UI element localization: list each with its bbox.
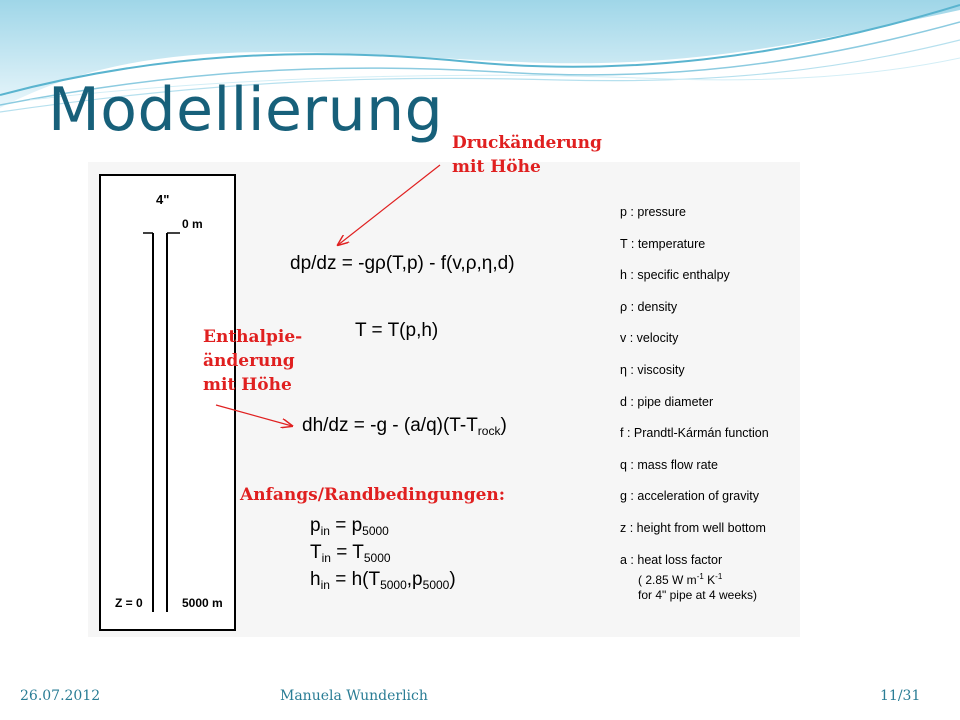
equation-text: ) [449,569,456,590]
legend-item: T : temperature [620,236,706,251]
temperature-equation: T = T(p,h) [355,320,439,341]
footer-author: Manuela Wunderlich [280,688,428,704]
boundary-conditions-equations [310,515,456,596]
equation-text: p [310,515,321,536]
z-zero-label: Z = 0 [115,596,143,610]
pressure-change-annotation [452,131,602,179]
equation-text: = T [330,542,364,563]
equation-text: = h(T [329,569,381,590]
pressure-arrow [338,165,440,245]
annotation-line: Druckänderung [452,133,602,153]
bottom-depth-label: 5000 m [182,596,223,610]
legend-item: h : specific enthalpy [620,268,730,283]
top-depth-label: 0 m [182,217,203,231]
legend-item: ρ : density [620,299,678,314]
variable-legend [620,205,800,603]
annotation-line: mit Höhe [203,375,292,395]
heat-loss-condition: for 4" pipe at 4 weeks) [638,587,757,602]
equation-subscript: 5000 [422,578,450,592]
equation-subscript: 5000 [363,551,391,565]
equation-subscript: in [320,578,330,592]
equation-subscript: in [320,524,330,538]
equation-text: h [310,569,321,590]
legend-note-text: ( 2.85 W m [638,572,697,587]
legend-item: d : pipe diameter [620,394,714,409]
slide-title: Modellierung [48,75,444,145]
legend-note-text: K [703,572,716,587]
boundary-equation-p [310,515,456,542]
legend-item: f : Prandtl-Kármán function [620,426,769,441]
legend-item: a : heat loss factor [620,552,723,567]
boundary-conditions-heading: Anfangs/Randbedingungen: [240,485,506,505]
legend-item: η : viscosity [620,362,685,377]
equation-text: dh/dz = -g - (a/q)(T-T [302,415,478,436]
equation-subscript: in [321,551,331,565]
equation-subscript: 5000 [362,524,389,538]
legend-note-sup: -1 [696,571,704,581]
legend-item: p : pressure [620,205,687,219]
pipe-diameter-label: 4" [156,192,170,207]
boundary-equation-h [310,569,456,596]
boundary-equation-t [310,542,456,569]
legend-item: q : mass flow rate [620,457,718,472]
well-schematic [100,175,235,630]
annotation-line: änderung [203,351,295,371]
equation-text: ) [500,415,507,436]
legend-item: v : velocity [620,331,679,346]
pressure-equation: dp/dz = -gρ(T,p) - f(v,ρ,η,d) [290,253,515,274]
heat-loss-value [620,569,800,588]
legend-note-sup: -1 [715,571,723,581]
legend-item: g : acceleration of gravity [620,489,759,504]
equation-subscript: rock [477,424,501,438]
annotation-line: mit Höhe [452,157,541,177]
equation-subscript: 5000 [380,578,407,592]
equation-text: T [310,542,322,563]
enthalpy-change-annotation [203,325,302,397]
legend-item: z : height from well bottom [620,520,766,535]
annotation-line: Enthalpie- [203,327,303,347]
footer-page-number: 11/31 [880,688,921,704]
enthalpy-equation [302,415,507,438]
equation-text: = p [329,515,363,536]
footer-date: 26.07.2012 [20,688,101,704]
equation-text: ,p [406,569,423,590]
